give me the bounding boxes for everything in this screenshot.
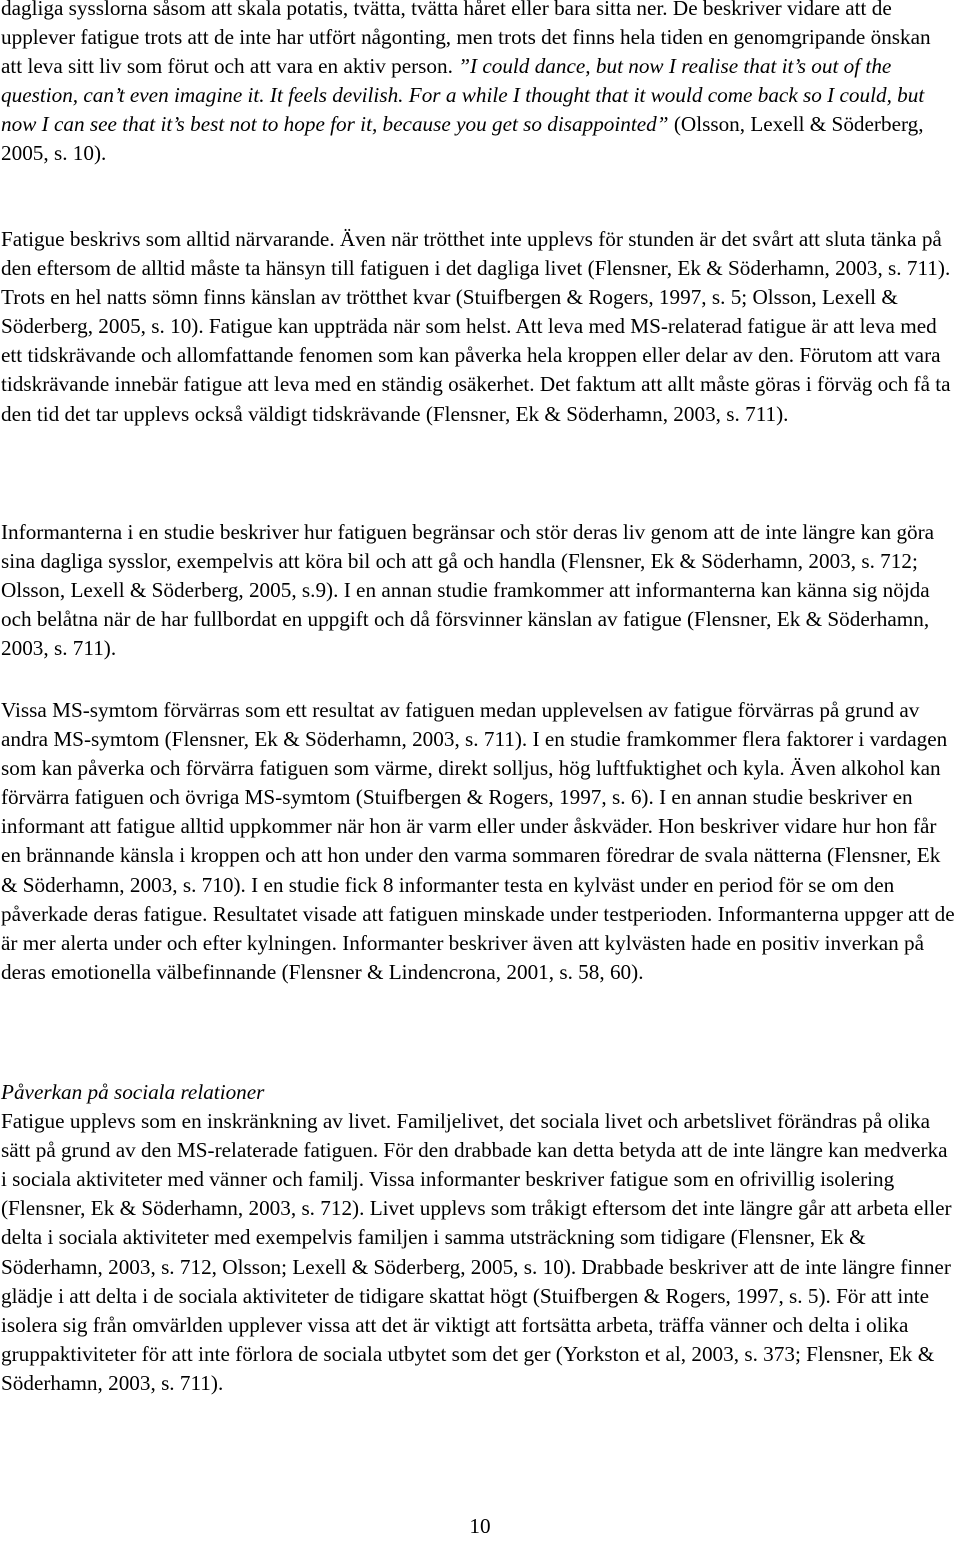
paragraph-body: Informanterna i en studie beskriver hur fatiguen begränsar och stör deras liv genom att de inte längre kan göra sina dagliga sysslor, exempelvis att köra bil och att gå och handla (Flensner, Ek & Söderhamn, 2003, s. 712; Olsson, Lexell & Söderberg, 2005, s.9). I en annan studie framkommer att informanterna kan känna sig nöjda och belåtna när de har fullbordat en uppgift och då försvinner känslan av fatigue (Flensner, Ek & Söderhamn, 2003, s. 711).	[1, 520, 935, 661]
paragraph-body	[1, 0, 957, 169]
paragraph-fatigue-experience	[1, 0, 957, 169]
page-number: 10	[469, 1514, 491, 1538]
quote-citation: (Olsson, Lexell & Söderberg, 2005, s. 10).	[1, 112, 924, 166]
paragraph-daily-limitations	[1, 518, 957, 663]
paragraph-lead-text: dagliga sysslorna såsom att skala potatis, tvätta, tvätta håret eller bara sitta ner. De beskriver vidare att de upplever fatigue trots att de inte har utfört någonting, men trots det finns hela tiden en genomgripande önskan att leva sitt liv som förut och att vara en aktiv person.	[1, 0, 931, 79]
paragraph-body: Vissa MS-symtom förvärras som ett resultat av fatiguen medan upplevelsen av fatigue förvärras på grund av andra MS-symtom (Flensner, Ek & Söderhamn, 2003, s. 711). I en studie framkommer flera faktorer i vardagen som kan påverka och förvärra fatiguen som värme, direkt solljus, hög luftfuktighet och kyla. Även alkohol kan förvärra fatiguen och övriga MS-symtom (Stuifbergen & Rogers, 1997, s. 6). I en annan studie beskriver en informant att fatigue alltid uppkommer när hon är varm eller under åskväder. Hon beskriver vidare hur hon får en brännande känsla i kroppen och att hon under den varma sommaren föredrar de svala nätterna (Flensner, Ek & Söderhamn, 2003, s. 710). I en studie fick 8 informanter testa en kylväst under en period för se om den påverkade deras fatigue. Resultatet visade att fatiguen minskade under testperioden. Informanterna uppger att de är mer alerta under och efter kylningen. Informanter beskriver även att kylvästen hade en positiv inverkan på deras emotionella välbefinnande (Flensner & Lindencrona, 2001, s. 58, 60).	[1, 698, 955, 984]
paragraph-body: Fatigue upplevs som en inskränkning av livet. Familjelivet, det sociala livet och arbetslivet förändras på olika sätt på grund av den MS-relaterade fatiguen. För den drabbade kan detta betyda att de inte längre kan medverka i sociala aktiviteter med vänner och familj. Vissa informanter beskriver fatigue som en ofrivillig isolering (Flensner, Ek & Söderhamn, 2003, s. 712). Livet upplevs som tråkigt eftersom det inte längre går att arbeta eller delta i sociala aktiviteter med exempelvis familjen i samma utsträckning som tidigare (Flensner, Ek & Söderhamn, 2003, s. 712, Olsson; Lexell & Söderberg, 2005, s. 10). Drabbade beskriver att de inte längre finner glädje i att delta i de sociala aktiviteter de tidigare skattat högt (Stuifbergen & Rogers, 1997, s. 5). För att inte isolera sig från omvärlden upplever vissa att det är viktigt att fortsätta arbeta, träffa vänner och delta i olika gruppaktiviteter för att inte förlora de sociala utbytet som det ger (Yorkston et al, 2003, s. 373; Flensner, Ek & Söderhamn, 2003, s. 711).	[1, 1109, 952, 1395]
paragraph-worsening-factors	[1, 696, 957, 987]
paragraph-body: Fatigue beskrivs som alltid närvarande. Även när trötthet inte upplevs för stunden är det svårt att sluta tänka på den eftersom de alltid måste ta hänsyn till fatiguen i det dagliga livet (Flensner, Ek & Söderhamn, 2003, s. 711). Trots en hel natts sömn finns känslan av trötthet kvar (Stuifbergen & Rogers, 1997, s. 5; Olsson, Lexell & Söderberg, 2005, s. 10). Fatigue kan uppträda när som helst. Att leva med MS-relaterad fatigue är att leva med ett tidskrävande och allomfattande fenomen som kan påverka hela kroppen eller delar av den. Förutom att vara tidskrävande innebär fatigue att leva med en ständig osäkerhet. Det faktum att allt måste göras i förväg och få ta den tid det tar upplevs också väldigt tidskrävande (Flensner, Ek & Söderhamn, 2003, s. 711).	[1, 227, 951, 426]
section-heading: Påverkan på sociala relationer	[1, 1080, 265, 1104]
english-quote: ”I could dance, but now I realise that it’s out of the question, can’t even imagine it. It feels devilish. For a while I thought that it would come back so I could, but now I can see that it’s best not to hope for it, because you get so disappointed”	[1, 54, 925, 137]
section-social-relations	[1, 1078, 957, 1398]
paragraph-fatigue-always-present	[1, 225, 957, 429]
